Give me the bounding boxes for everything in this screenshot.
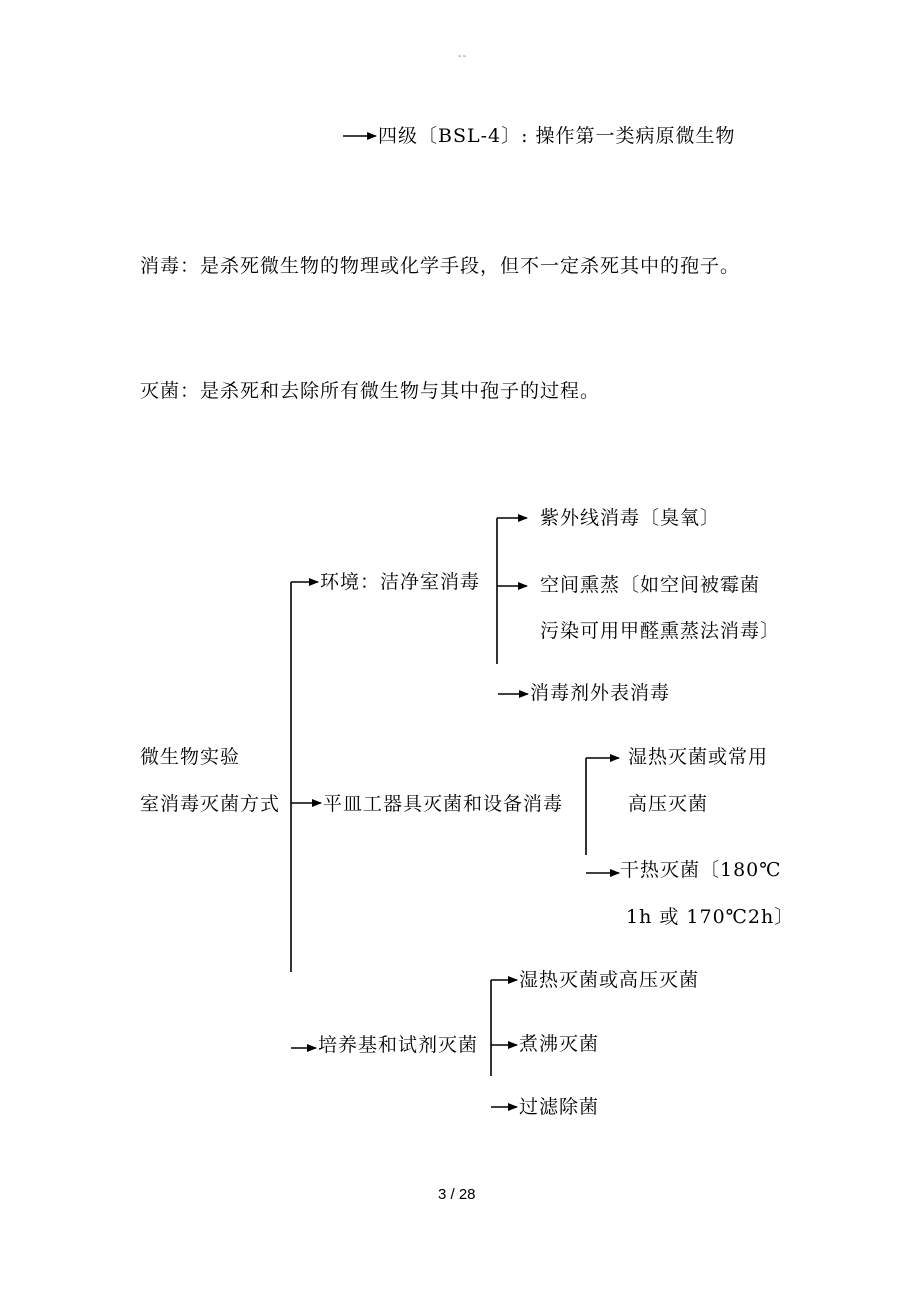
uv-label: 紫外线消毒〔臭氧〕	[540, 507, 721, 529]
moist-label-line2: 高压灭菌	[628, 793, 709, 815]
root-label-line1: 微生物实验	[140, 746, 241, 768]
media-label: 培养基和试剂灭菌	[318, 1034, 479, 1056]
bsl4-text: 四级〔BSL-4〕: 操作第一类病原微生物	[378, 125, 736, 147]
page-number: 3 / 28	[438, 1186, 476, 1203]
boil-label: 煮沸灭菌	[519, 1033, 600, 1055]
media-moist-label: 湿热灭菌或高压灭菌	[519, 969, 700, 991]
disinfection-definition: 消毒：是杀死微生物的物理或化学手段，但不一定杀死其中的孢子。	[140, 255, 741, 277]
dry-label-line1: 干热灭菌〔180℃	[620, 859, 782, 881]
fumigation-label-line2: 污染可用甲醛熏蒸法消毒〕	[540, 620, 781, 642]
header-mark: --	[458, 50, 468, 62]
surface-label: 消毒剂外表消毒	[530, 682, 671, 704]
env-label: 环境：洁净室消毒	[320, 571, 481, 593]
sterilization-definition: 灭菌：是杀死和去除所有微生物与其中孢子的过程。	[140, 380, 601, 402]
filter-label: 过滤除菌	[519, 1096, 600, 1118]
fumigation-label-line1: 空间熏蒸〔如空间被霉菌	[540, 574, 761, 596]
dry-label-line2: 1h 或 170℃2h〕	[626, 906, 795, 928]
root-label-line2: 室消毒灭菌方式	[140, 793, 281, 815]
moist-label-line1: 湿热灭菌或常用	[628, 746, 769, 768]
dish-label: 平皿工器具灭菌和设备消毒	[323, 793, 564, 815]
